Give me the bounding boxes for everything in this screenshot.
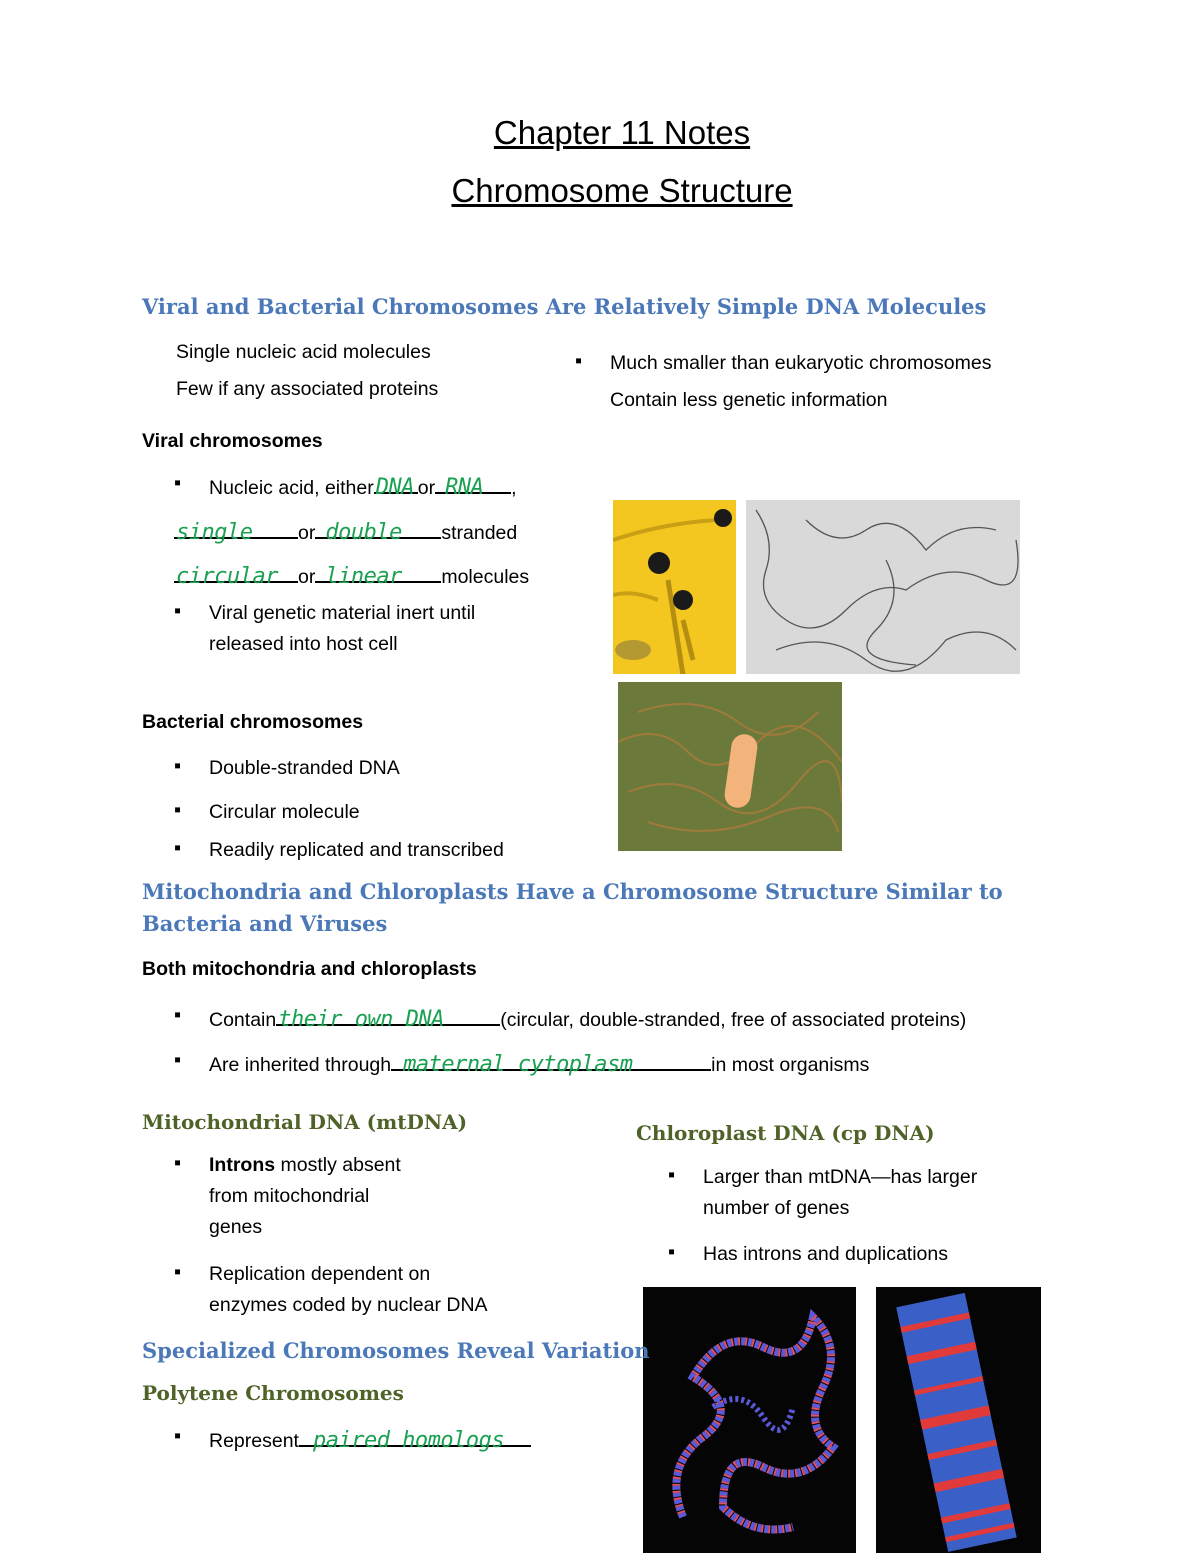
text-line: released into host cell (209, 633, 398, 655)
text-line: Contain less genetic information (610, 389, 888, 411)
handwritten-answer: single (176, 520, 253, 545)
section-heading-specialized: Specialized Chromosomes Reveal Variation (142, 1338, 650, 1363)
bullet-item: ▪ Circular molecule (209, 801, 360, 824)
polytene-heading: Polytene Chromosomes (142, 1381, 404, 1405)
section-heading-viral-bacterial: Viral and Bacterial Chromosomes Are Relatively Simple DNA Molecules (142, 294, 987, 319)
fill-blank (315, 563, 441, 589)
fill-blank (374, 474, 418, 500)
polytene-chromosome-drawing-1 (643, 1287, 856, 1553)
text: or (298, 566, 316, 588)
bullet-item: ▪ Double-stranded DNA (209, 757, 400, 780)
fill-blank (299, 1427, 531, 1453)
bullet-item: ▪ Much smaller than eukaryotic chromosomes (610, 352, 991, 375)
phage-micrograph-image (613, 500, 736, 674)
bullet-item: ▪ Viral genetic material inert until (209, 602, 475, 625)
handwritten-answer: DNA (375, 475, 414, 500)
bullet-item (209, 1006, 966, 1032)
handwritten-answer: circular (176, 564, 278, 589)
cpdna-heading: Chloroplast DNA (cp DNA) (636, 1121, 935, 1145)
fill-line (174, 519, 517, 545)
organelles-subheading: Both mitochondria and chloroplasts (142, 958, 477, 980)
fill-blank (435, 474, 511, 500)
handwritten-answer: RNA (445, 475, 484, 500)
polytene-chromosome-image-1 (643, 1287, 856, 1553)
bacterial-chromosomes-heading: Bacterial chromosomes (142, 711, 364, 733)
text: Are inherited through (209, 1054, 392, 1076)
text-line: number of genes (703, 1197, 850, 1219)
fill-line (174, 563, 529, 589)
text: Nucleic acid, either (209, 477, 374, 499)
handwritten-answer: maternal cytoplasm (403, 1052, 633, 1077)
text: mostly absent (275, 1154, 401, 1176)
text: or (298, 522, 316, 544)
handwritten-answer: double (325, 520, 402, 545)
mtdna-heading: Mitochondrial DNA (mtDNA) (142, 1110, 468, 1134)
text-line: Single nucleic acid molecules (176, 341, 431, 363)
fill-blank (391, 1051, 711, 1077)
handwritten-answer: their own DNA (278, 1007, 444, 1032)
fill-blank (174, 563, 298, 589)
text: molecules (441, 566, 530, 588)
handwritten-answer: linear (325, 564, 402, 589)
text-line: from mitochondrial (209, 1185, 370, 1207)
text: , (511, 477, 517, 499)
text: or (417, 477, 436, 499)
page-subtitle: Chromosome Structure (451, 172, 793, 209)
bullet-item (209, 474, 517, 500)
bullet-item: ▪ Readily replicated and transcribed (209, 839, 504, 862)
fill-blank (174, 519, 298, 545)
text-line: enzymes coded by nuclear DNA (209, 1294, 488, 1316)
polytene-chromosome-image-2 (876, 1287, 1041, 1553)
bullet-item (209, 1051, 869, 1077)
bullet-item (209, 1427, 531, 1453)
bullet-item (209, 1154, 401, 1177)
fill-blank (276, 1006, 500, 1032)
bullet-item: ▪ Has introns and duplications (703, 1243, 948, 1266)
bullet-item: ▪ Larger than mtDNA—has larger (703, 1166, 977, 1189)
bacterial-chromosome-micrograph-image (618, 682, 842, 851)
page-title: Chapter 11 Notes (493, 114, 751, 151)
text-line: Few if any associated proteins (176, 378, 439, 400)
text: Represent (209, 1430, 299, 1452)
viral-dna-micrograph-drawing (746, 500, 1020, 674)
viral-chromosomes-heading: Viral chromosomes (142, 430, 323, 452)
bacterial-chromosome-micrograph-drawing (618, 682, 842, 851)
text: in most organisms (711, 1054, 870, 1076)
text: (circular, double-stranded, free of associated proteins) (500, 1009, 967, 1031)
text: Contain (209, 1009, 277, 1031)
section-heading-mito-chloro: Mitochondria and Chloroplasts Have a Chromosome Structure Similar to (142, 879, 1003, 904)
fill-blank (315, 519, 441, 545)
handwritten-answer: paired homologs (312, 1428, 505, 1453)
text-line: genes (209, 1216, 263, 1238)
section-heading-mito-chloro-line2: Bacteria and Viruses (142, 911, 388, 936)
polytene-chromosome-drawing-2 (876, 1287, 1041, 1553)
phage-micrograph-drawing (613, 500, 736, 674)
bullet-item: ▪ Replication dependent on (209, 1263, 430, 1286)
viral-dna-micrograph-image (746, 500, 1020, 674)
bold-term: Introns (209, 1154, 276, 1176)
text: stranded (441, 522, 518, 544)
